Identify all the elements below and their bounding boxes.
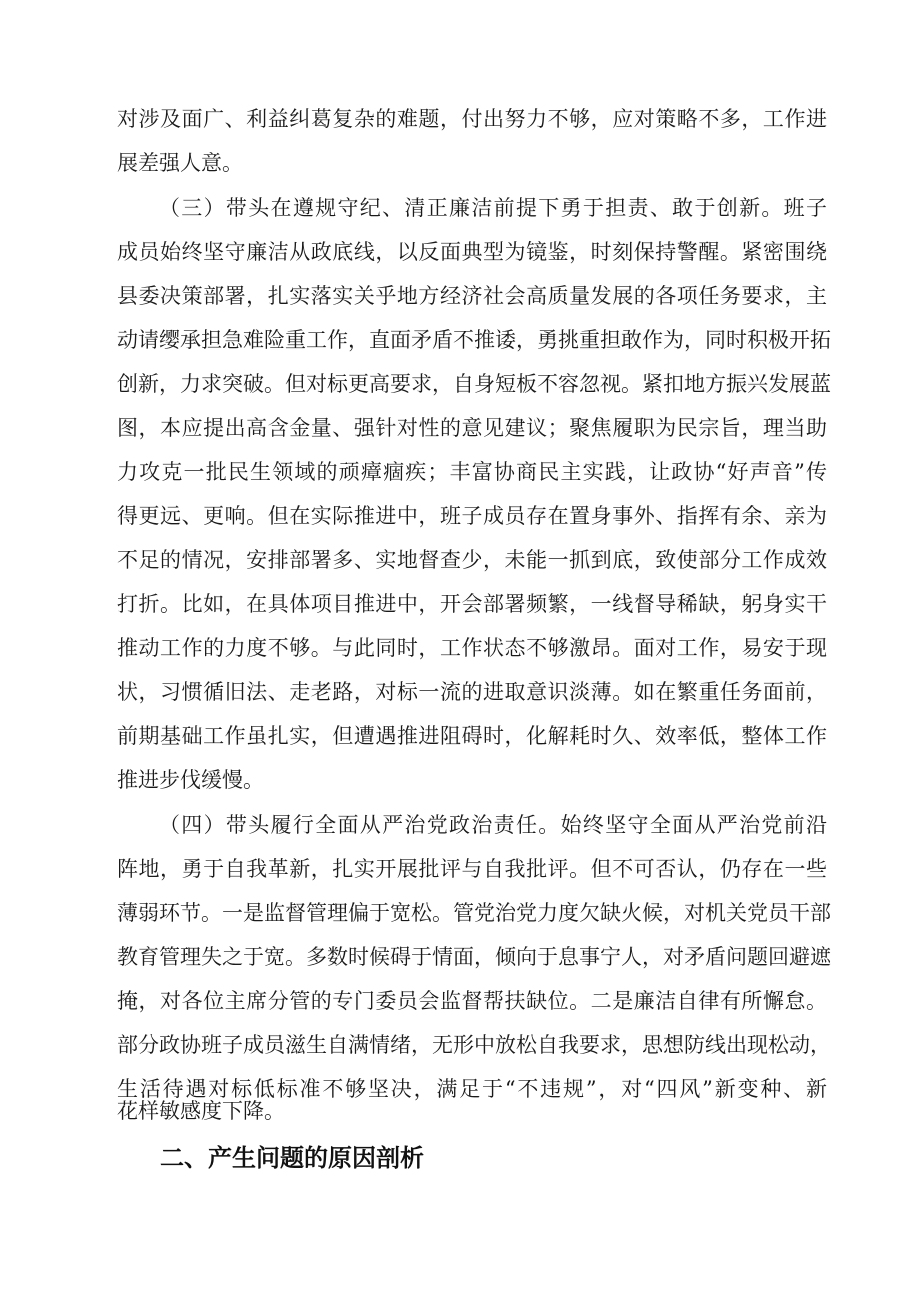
paragraph-4-heading-line: （四）带头履行全面从严治党政治责任。始终坚守全面从严治党前沿: [159, 813, 827, 837]
text-line: 对涉及面广、利益纠葛复杂的难题，付出努力不够，应对策略不多，工作进: [117, 107, 827, 131]
text-line: 掩，对各位主席分管的专门委员会监督帮扶缺位。二是廉洁自律有所懈怠。: [117, 989, 827, 1013]
text-line: 不足的情况，安排部署多、实地督查少，未能一抓到底，致使部分工作成效: [117, 548, 827, 572]
text-line: 力攻克一批民生领域的顽瘴痼疾；丰富协商民主实践，让政协“好声音”传: [117, 460, 827, 484]
paragraph-3-heading-line: （三）带头在遵规守纪、清正廉洁前提下勇于担责、敢于创新。班子: [159, 196, 827, 220]
text-line: 打折。比如，在具体项目推进中，开会部署频繁，一线督导稀缺，躬身实干: [117, 592, 827, 616]
section-heading: 二、产生问题的原因剖析: [160, 1144, 424, 1172]
text-line: 得更远、更响。但在实际推进中，班子成员存在置身事外、指挥有余、亲为: [117, 504, 827, 528]
text-line: 部分政协班子成员滋生自满情绪，无形中放松自我要求，思想防线出现松动，: [117, 1033, 831, 1057]
text-line: 薄弱环节。一是监督管理偏于宽松。管党治党力度欠缺火候，对机关党员干部: [117, 901, 831, 925]
text-line: 县委决策部署，扎实落实关乎地方经济社会高质量发展的各项任务要求，主: [117, 284, 827, 308]
text-line: 创新，力求突破。但对标更高要求，自身短板不容忽视。紧扣地方振兴发展蓝: [117, 372, 831, 396]
text-line: 动请缨承担急难险重工作，直面矛盾不推诿，勇挑重担敢作为，同时积极开拓: [117, 328, 831, 352]
text-line: 生活待遇对标低标准不够坚决，满足于“不违规”，对“四风”新变种、新: [117, 1077, 827, 1101]
text-line: 图，本应提出高含金量、强针对性的意见建议；聚焦履职为民宗旨，理当助: [117, 416, 827, 440]
text-line: 推进步伐缓慢。: [117, 768, 264, 792]
text-line: 教育管理失之于宽。多数时候碍于情面，倾向于息事宁人，对矛盾问题回避遮: [117, 945, 831, 969]
text-line: 展差强人意。: [117, 151, 243, 175]
text-line: 状，习惯循旧法、走老路，对标一流的进取意识淡薄。如在繁重任务面前，: [117, 680, 827, 704]
text-line: 阵地，勇于自我革新，扎实开展批评与自我批评。但不可否认，仍存在一些: [117, 857, 827, 881]
text-line: 推动工作的力度不够。与此同时，工作状态不够激昂。面对工作，易安于现: [117, 636, 827, 660]
text-line: 前期基础工作虽扎实，但遭遇推进阻碍时，化解耗时久、效率低，整体工作: [117, 724, 827, 748]
text-line-last: 花样敏感度下降。: [117, 1099, 285, 1123]
text-line: 成员始终坚守廉洁从政底线，以反面典型为镜鉴，时刻保持警醒。紧密围绕: [117, 240, 827, 264]
